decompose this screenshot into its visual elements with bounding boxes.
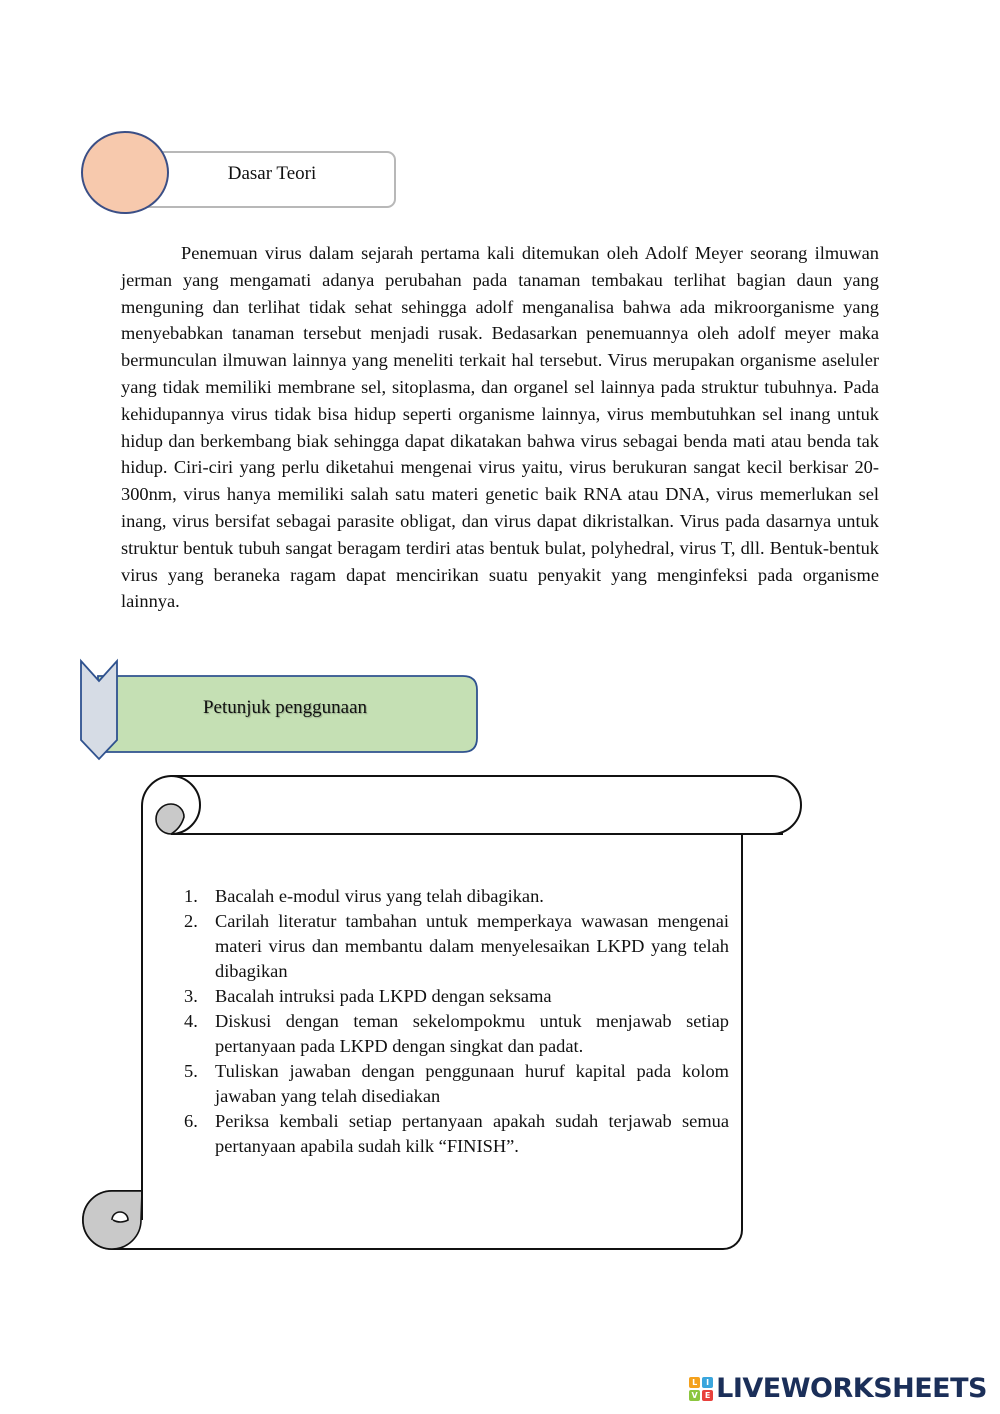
guide-list-item bbox=[184, 1009, 729, 1059]
guide-item-text: Diskusi dengan teman sekelompokmu untuk menjawab setiap pertanyaan pada LKPD dengan singkat dan padat. bbox=[215, 1011, 729, 1056]
guide-list-item bbox=[184, 884, 729, 909]
guide-item-number: 5. bbox=[184, 1061, 198, 1081]
guide-list-item bbox=[184, 1059, 729, 1109]
theory-title: Dasar Teori bbox=[227, 163, 317, 184]
guide-list-item bbox=[184, 984, 729, 1009]
guide-item-number: 1. bbox=[184, 886, 198, 906]
logo-mark-tile: I bbox=[702, 1377, 713, 1388]
guide-item-text: Bacalah intruksi pada LKPD dengan seksama bbox=[215, 986, 552, 1006]
guide-item-number: 2. bbox=[184, 911, 198, 931]
guide-item-text: Carilah literatur tambahan untuk memperkaya wawasan mengenai materi virus dan membantu dalam menyelesaikan LKPD yang telah dibagikan bbox=[215, 911, 729, 981]
guide-instructions-list bbox=[184, 884, 729, 1159]
liveworksheets-logo bbox=[689, 1373, 987, 1405]
guide-item-text: Tuliskan jawaban dengan penggunaan huruf kapital pada kolom jawaban yang telah disediakan bbox=[215, 1061, 729, 1106]
liveworksheets-logo-text: LIVEWORKSHEETS bbox=[716, 1373, 987, 1404]
logo-mark-tile: L bbox=[689, 1377, 700, 1388]
guide-list-item bbox=[184, 1109, 729, 1159]
liveworksheets-logo-mark-icon bbox=[689, 1377, 713, 1401]
guide-item-text: Periksa kembali setiap pertanyaan apakah sudah terjawab semua pertanyaan apabila sudah kilk “FINISH”. bbox=[215, 1111, 729, 1156]
guide-list-item bbox=[184, 909, 729, 984]
guide-item-number: 4. bbox=[184, 1011, 198, 1031]
guide-item-text: Bacalah e-modul virus yang telah dibagikan. bbox=[215, 886, 544, 906]
logo-mark-tile: E bbox=[702, 1390, 713, 1401]
guide-item-number: 6. bbox=[184, 1111, 198, 1131]
guide-title: Petunjuk penggunaan bbox=[202, 697, 368, 718]
guide-item-number: 3. bbox=[184, 986, 198, 1006]
theory-paragraph: Penemuan virus dalam sejarah pertama kali ditemukan oleh Adolf Meyer seorang ilmuwan jerman yang mengamati adanya perubahan pada tanaman tembakau terlihat bagian daun yang menguning dan terlihat tidak sehat sehingga adolf menganalisa bahwa ada mikroorganisme yang menyebabkan tanaman tersebut menjadi rusak. Bedasarkan penemuannya oleh adolf meyer maka bermunculan ilmuwan lainnya yang meneliti terkait hal tersebut. Virus merupakan organisme aseluler yang tidak memiliki membrane sel, sitoplasma, dan organel sel lainnya pada struktur tubuhnya. Pada kehidupannya virus tidak bisa hidup seperti organisme lainnya, virus membutuhkan sel inang untuk hidup dan berkembang biak sehingga dapat dikatakan bahwa virus sebagai benda mati atau benda tak hidup. Ciri-ciri yang perlu diketahui mengenai virus yaitu, virus berukuran sangat kecil berkisar 20-300nm, virus hanya memiliki salah satu materi genetic baik RNA atau DNA, virus memerlukan sel inang, virus bersifat sebagai parasite obligat, dan virus dapat dikristalkan. Virus pada dasarnya untuk struktur bentuk tubuh sangat beragam terdiri atas bentuk bulat, polyhedral, virus T, dll. Bentuk-bentuk virus yang beraneka ragam dapat mencirikan suatu penyakit yang menginfeksi pada organisme lainnya. bbox=[121, 243, 879, 612]
logo-mark-tile: V bbox=[689, 1390, 700, 1401]
theory-circle-decoration bbox=[81, 131, 169, 214]
